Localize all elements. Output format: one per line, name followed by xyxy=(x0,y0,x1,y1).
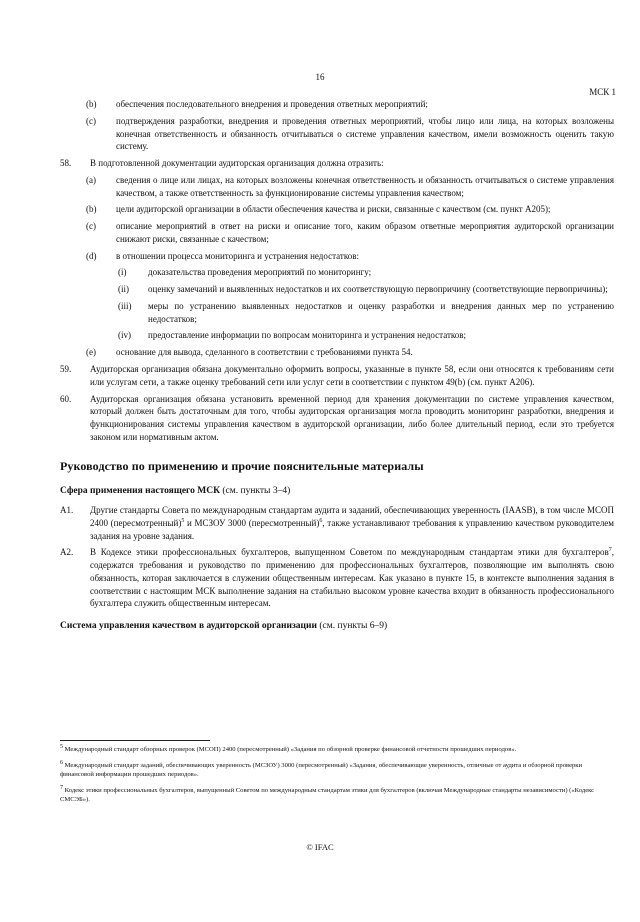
item-label: (i) xyxy=(118,267,127,278)
footnote-text: Международный стандарт заданий, обеспечивающих уверенность (МСЗОУ) 3000 (пересмотренный) «Задания, обеспечивающие уверенность, отличные от аудита и обзорной проверки финансовой информации прошедших периодов». xyxy=(60,761,583,779)
item-label: (iii) xyxy=(118,300,132,311)
item-text: обеспечения последовательного внедрения и проведения ответных мероприятий; xyxy=(116,99,428,109)
sub-list-item xyxy=(118,329,614,342)
item-text: сведения о лице или лицах, на которых возложены конечная ответственность и обязанность отчитываться о системе управления качеством, а также ответственность за функционирование системы управления качеством; xyxy=(116,174,614,198)
item-label: (c) xyxy=(86,221,96,232)
list-item xyxy=(86,346,614,359)
footnotes xyxy=(60,745,614,811)
section-title: Руководство по применению и прочие пояснительные материалы xyxy=(60,458,424,473)
text-part: , также устанавливают требования к управлению качеством руководителем задания на уровне задания. xyxy=(90,517,614,541)
paragraph-number: A2. xyxy=(60,547,74,558)
page-number: 16 xyxy=(315,72,325,82)
paragraph-number: 59. xyxy=(60,364,72,375)
list-item xyxy=(86,98,614,111)
paragraph-text: В подготовленной документации аудиторская организация должна отразить: xyxy=(90,158,384,169)
footnote-text: Международный стандарт обзорных проверок (МСОП) 2400 (пересмотренный) «Задания по обзорной проверке финансовой отчетности прошедших периодов». xyxy=(64,746,517,753)
sub-list-item xyxy=(118,283,614,296)
main-content xyxy=(60,98,614,640)
item-text: предоставление информации по вопросам мониторинга и устранения недостатков; xyxy=(148,330,467,341)
paragraph-number: A1. xyxy=(60,505,74,516)
list-item xyxy=(86,220,614,246)
footnote-ref[interactable]: 6 xyxy=(319,517,323,524)
footnote-divider xyxy=(60,740,210,741)
item-text: цели аудиторской организации в области обеспечения качества и риски, связанные с качеством (см. пункт A205); xyxy=(116,204,551,215)
heading-text: Сфера применения настоящего МСК xyxy=(60,485,220,496)
item-text: описание мероприятий в ответ на риски и описание того, каким образом ответные мероприятия аудиторской организации снижают риски, связанные с качеством; xyxy=(116,221,614,244)
item-label: (d) xyxy=(86,250,97,261)
text-part: Другие стандарты Совета по международным стандартам аудита и заданий, обеспечивающих уверенность (IAASB), в том числе МСОП 2400 (пересмотренный) xyxy=(90,505,614,528)
text-part: В Кодексе этики профессиональных бухгалтеров, выпущенном Советом по международным стандартам этики для бухгалтеров xyxy=(90,547,609,558)
item-text: в отношении процесса мониторинга и устранения недостатков: xyxy=(116,250,359,261)
footnote-ref[interactable]: 7 xyxy=(608,547,612,554)
item-text: меры по устранению выявленных недостатков и оценку разработки и внедрения данных мер по устранению недостатков; xyxy=(148,300,614,324)
item-text: оценку замечаний и выявленных недостатков и их соответствующую первопричину (соответствующие первопричины); xyxy=(148,284,608,295)
paragraph-59 xyxy=(60,363,614,389)
footnote xyxy=(60,745,614,755)
sub-list-item xyxy=(118,266,614,279)
subsection-heading-system xyxy=(60,620,614,633)
item-text: доказательства проведения мероприятий по мониторингу; xyxy=(148,267,372,278)
subsection-heading-scope xyxy=(60,485,614,498)
footnote-number: 5 xyxy=(60,743,63,750)
footnote-number: 7 xyxy=(60,784,63,791)
paragraph-text: Аудиторская организация обязана документально оформить вопросы, указанные в пункте 58, если они относятся к требованиям сети или услугам сети, а также оценку требований сети или услуг сети в соответствии с пунктом 49(b) (см. пункт A206). xyxy=(90,364,614,387)
text-part: и МСЗОУ 3000 (пересмотренный) xyxy=(184,517,320,528)
heading-reference: (см. пункты 3–4) xyxy=(222,485,291,496)
heading-reference: (см. пункты 6–9) xyxy=(319,621,388,632)
paragraph-a1 xyxy=(60,504,614,542)
item-label: (ii) xyxy=(118,284,129,295)
paragraph-60 xyxy=(60,393,614,444)
sub-list-item xyxy=(118,300,614,326)
paragraph-58 xyxy=(60,157,614,170)
item-label: (e) xyxy=(86,347,96,358)
footnote xyxy=(60,786,614,805)
text-part: , содержатся требования и руководство по применению для профессиональных бухгалтеров, позволяющие им выполнять свою обязанность, которая заключается в служении общественным интересам. Как указано в пункте 15, в контексте выполнения задания в соответствии с настоящим МСК выполнение задания на стабильно высоком уровне качества входит в обязанность профессионального бухгалтера служить общественным интересам. xyxy=(90,547,614,609)
list-item xyxy=(86,174,614,200)
item-text: подтверждения разработки, внедрения и проведения ответных мероприятий, чтобы лицо или лица, на которых возложены конечная ответственность и обязанность отчитываться о системе управления качеством, имели возможность оценить такую систему. xyxy=(116,115,614,152)
heading-text: Система управления качеством в аудиторской организации xyxy=(60,621,317,632)
paragraph-number: 58. xyxy=(60,158,72,169)
item-label: (b) xyxy=(86,99,97,109)
item-text: основание для вывода, сделанного в соответствии с требованиями пункта 54. xyxy=(116,347,413,358)
list-item xyxy=(86,115,614,153)
paragraph-text xyxy=(90,504,614,542)
paragraph-text: Аудиторская организация обязана установить временной период для хранения документации по системе управления качеством, который должен быть достаточным для того, чтобы аудиторская организация могла проводить мониторинг разработки, внедрения и функционирования системы управления качеством в аудиторской организации, либо более длительный период, если это требуется законом или нормативным актом. xyxy=(90,393,614,442)
item-label: (c) xyxy=(86,115,96,126)
item-label: (iv) xyxy=(118,330,131,341)
paragraph-number: 60. xyxy=(60,393,72,404)
footnote-text: Кодекс этики профессиональных бухгалтеров, выпущенный Советом по международным стандартам этики для бухгалтеров (включая Международные стандарты независимости) («Кодекс СМСЭБ»). xyxy=(60,786,595,804)
footnote-number: 6 xyxy=(60,759,63,766)
paragraph-a2 xyxy=(60,546,614,610)
item-label: (a) xyxy=(86,174,96,185)
footnote-ref[interactable]: 5 xyxy=(181,517,185,524)
list-item xyxy=(86,203,614,216)
footnote xyxy=(60,761,614,780)
list-item xyxy=(86,250,614,263)
standard-code: МСК 1 xyxy=(589,87,616,97)
paragraph-text xyxy=(90,546,614,610)
footer-copyright: © IFAC xyxy=(306,842,334,852)
item-label: (b) xyxy=(86,204,97,215)
